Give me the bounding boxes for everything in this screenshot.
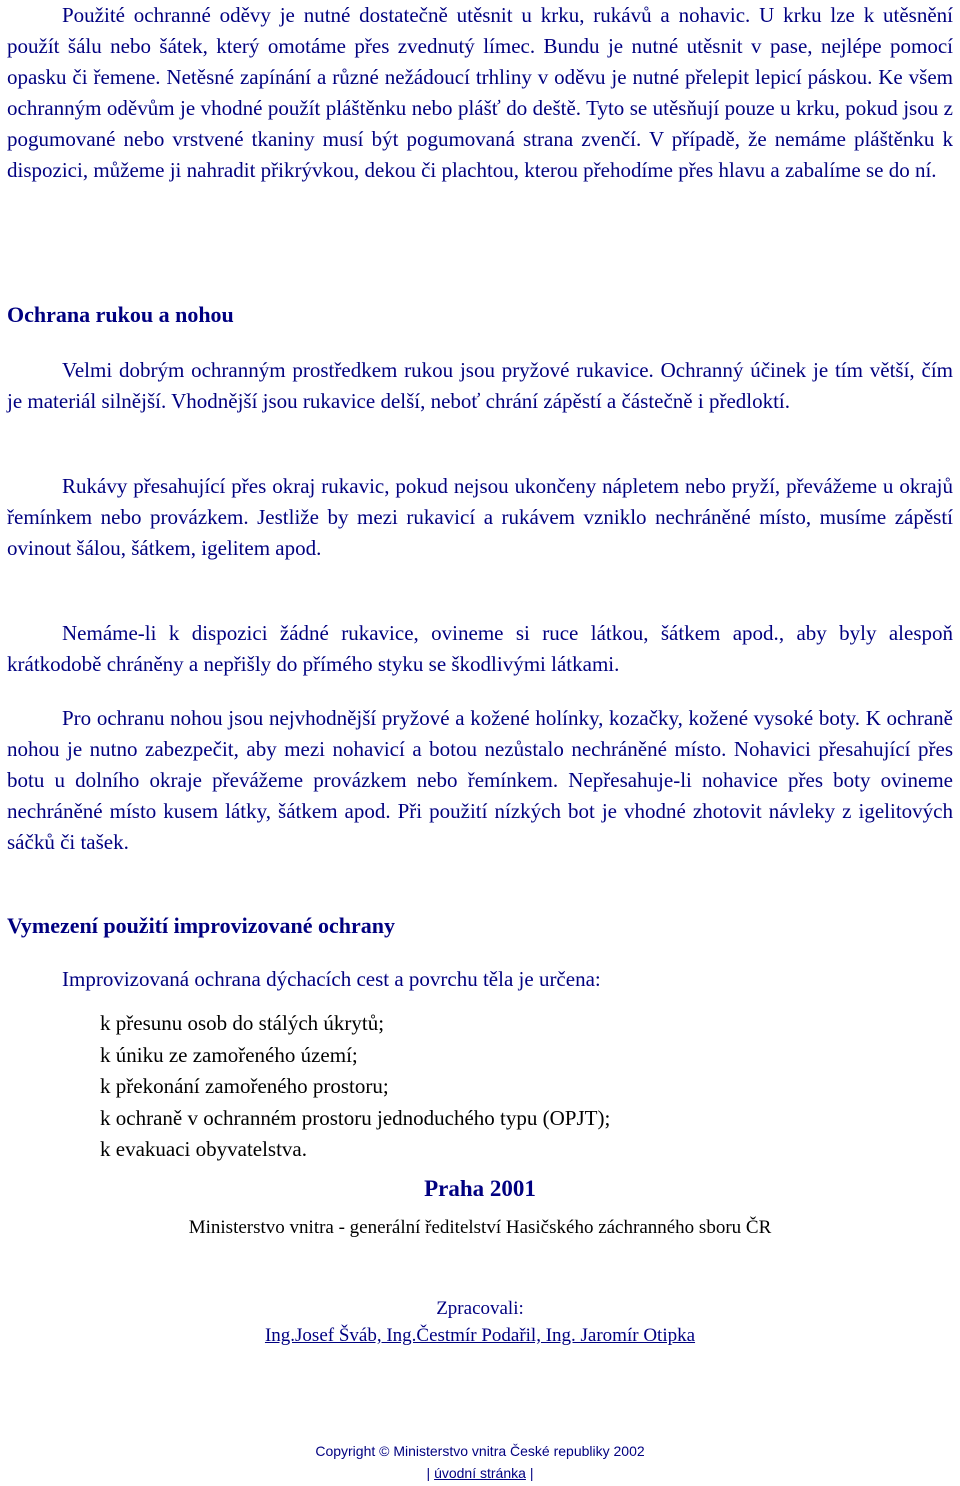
paragraph-no-gloves-part-a: Nemáme-li k dispozici žádné rukavice, ovineme si ruce látkou, šátkem apod. <box>62 621 779 645</box>
paragraph-sleeves-part-b: Jestliže by mezi rukavicí a rukávem vzniklo nechráněné místo, musíme zápěstí ovinout šálou, šátkem, igelitem apod. <box>7 505 954 560</box>
place-year: Praha 2001 <box>424 1176 536 1201</box>
usage-list <box>100 1008 610 1166</box>
copyright-line: Copyright © Ministerstvo vnitra České republiky 2002 <box>315 1443 645 1459</box>
usage-intro: Improvizovaná ochrana dýchacích cest a povrchu těla je určena: <box>62 967 601 991</box>
prepared-by-label: Zpracovali: <box>436 1298 524 1319</box>
list-item: k ochraně v ochranném prostoru jednoduchého typu (OPJT); <box>100 1105 611 1130</box>
authors-link[interactable]: Ing.Josef Šváb, Ing.Čestmír Podařil, Ing. Jaromír Otipka <box>264 1325 696 1346</box>
paragraph-clothing-sealing <box>7 0 953 186</box>
paragraph-clothing-part-b: V případě, že nemáme pláštěnku k dispozici, můžeme ji nahradit přikrývkou, dekou či plachtou, kterou přehodíme přes hlavu a zabalíme se do ní. <box>7 127 953 182</box>
paragraph-no-gloves-part-b: , aby byly alespoň krátkodobě chráněny a nepřišly do přímého styku se škodlivými látkami. <box>7 621 953 676</box>
list-item: k překonání zamořeného prostoru; <box>100 1074 389 1098</box>
list-item: k úniku ze zamořeného území; <box>100 1042 358 1067</box>
paragraph-sleeves <box>7 471 953 564</box>
paragraph-clothing-part-a: Použité ochranné oděvy je nutné dostatečně utěsnit u krku, rukávů a nohavic. U krku lze k utěsnění použít šálu nebo šátek, který omotáme přes zvednutý límec. Bundu je nutné utěsnit v pase, nejlépe pomocí opasku či řemene. Netěsné zapínání a různé nežádoucí trhliny v oděvu je nutné přelepit lepicí páskou. Ke všem ochranným oděvům je vhodné použít pláštěnku nebo plášť do deště. Tyto se utěsňují pouze u krku, pokud jsou z pogumované nebo vrstvené tkaniny musí být pogumovaná strana zvenčí. <box>7 3 953 151</box>
nav-separator: | <box>426 1465 431 1481</box>
paragraph-feet-part-b: K ochraně nohou je nutno zabezpečit, aby mezi nohavicí a botou nezůstalo nechráněné místo. Nohavici přesahující přes botu u dolního okraje převážeme provázkem nebo řemínkem. Nepřesahuje-li nohavice přes boty ovineme nechráněné místo kusem látky, šátkem apod. Při použití nízkých bot je vhodné zhotovit návleky z igelitových sáčků či tašek. <box>7 706 953 854</box>
paragraph-feet-part-a: Pro ochranu nohou jsou nejvhodnější pryžové a kožené holínky, kozačky, kožené vysoké boty. <box>62 706 861 730</box>
footer-nav <box>0 1465 960 1481</box>
heading-usage: Vymezení použití improvizované ochrany <box>7 913 396 938</box>
home-link[interactable]: úvodní stránka <box>434 1465 526 1481</box>
list-item: k přesunu osob do stálých úkrytů; <box>100 1011 385 1035</box>
paragraph-sleeves-part-a: Rukávy přesahující přes okraj rukavic, pokud nejsou ukončeny nápletem nebo pryží, převážeme u okrajů řemínkem nebo provázkem. <box>7 474 953 529</box>
nav-separator: | <box>529 1465 534 1481</box>
paragraph-gloves-part-a: Velmi dobrým ochranným prostředkem rukou jsou pryžové rukavice. Ochranný účinek je tím větší, čím je materiál silnější. <box>7 358 953 413</box>
list-item: k evakuaci obyvatelstva. <box>100 1137 308 1161</box>
heading-hands-feet: Ochrana rukou a nohou <box>7 302 234 327</box>
paragraph-feet <box>7 703 953 858</box>
paragraph-gloves <box>7 355 953 417</box>
paragraph-no-gloves <box>7 618 953 680</box>
paragraph-gloves-part-b: Vhodnější jsou rukavice delší, neboť chrání zápěstí a částečně i předloktí. <box>171 389 791 413</box>
ministry-line: Ministerstvo vnitra - generální ředitelství Hasičského záchranného sboru ČR <box>188 1217 772 1238</box>
authors-line <box>0 1325 960 1347</box>
